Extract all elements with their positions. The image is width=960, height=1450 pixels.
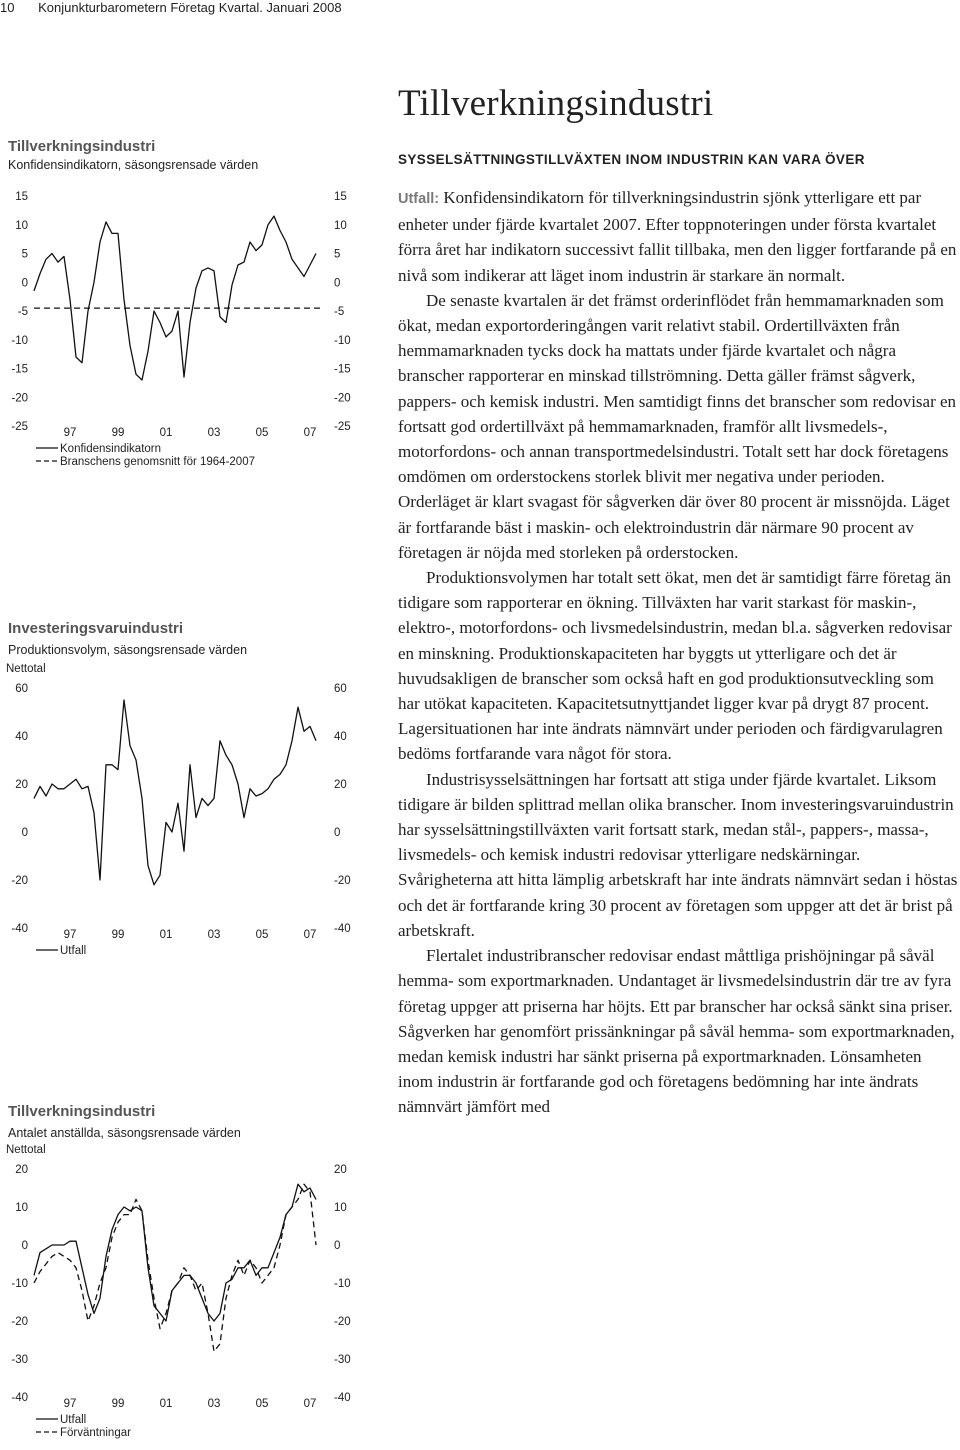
x-tick-label: 97 <box>63 1398 77 1410</box>
chart-subtitle: Produktionsvolym, säsongsrensade värden <box>8 643 248 657</box>
y-tick-label-right: -10 <box>334 334 351 347</box>
article <box>398 82 958 1120</box>
y-tick-label-left: 0 <box>21 277 28 290</box>
y-tick-label-left: 40 <box>15 731 28 743</box>
x-tick-label: 07 <box>303 929 317 941</box>
y-tick-label-right: -20 <box>334 1316 351 1328</box>
y-tick-label-left: -20 <box>11 1316 28 1328</box>
y-tick-label-left: 0 <box>21 827 28 839</box>
y-tick-label-left: 15 <box>15 191 28 203</box>
article-body <box>398 185 958 1120</box>
lead-label: Utfall: <box>398 191 440 207</box>
chart-subtitle: Antalet anställda, säsongsrensade värden <box>8 1126 241 1140</box>
y-tick-label-left: 60 <box>15 683 28 695</box>
x-tick-label: 07 <box>303 427 317 439</box>
y-tick-label-left: -40 <box>11 923 28 935</box>
y-tick-label-left: -30 <box>11 1354 28 1366</box>
y-tick-label-right: 5 <box>334 248 341 261</box>
chart-title: Tillverkningsindustri <box>8 138 156 155</box>
y-tick-label-right: -30 <box>334 1354 351 1366</box>
article-title: Tillverkningsindustri <box>398 83 714 124</box>
legend-label: Utfall <box>60 1414 87 1426</box>
legend-label: Förväntningar <box>60 1427 131 1439</box>
y-tick-label-right: 10 <box>334 1202 347 1214</box>
chart-title: Tillverkningsindustri <box>8 1103 156 1120</box>
y-tick-label-right: -40 <box>334 1392 351 1404</box>
y-tick-label-right: -25 <box>334 421 351 433</box>
y-tick-label-right: -5 <box>334 306 345 318</box>
y-tick-label-left: -20 <box>11 392 28 405</box>
y-unit-label: Nettotal <box>6 663 46 675</box>
article-paragraph: De senaste kvartalen är det främst orderinflödet från hemmamarknaden som ökat, medan exportorderingången varit relativt stabil. Ordertillväxten från hemmamarknaden tycks dock ha mattats under fjärde kvartalet och några branscher rapporterar en minskad tillströmning. Detta gäller främst sågverk, pappers- och kemisk industri. Men samtidigt finns det branscher som redovisar en fortsatt god ordertillväxt på hemmamarknaden, framför allt livsmedels-, motorfordons- och annan transportmedelsindustri. Totalt sett har dock företagens omdömen om orderstockens storlek blivit mer negativa under perioden. Orderläget är klart svagast för sågverken där över 80 procent är missnöjda. Läget är fortfarande bäst i maskin- och elektroindustrin där närmare 90 procent av företagen är nöjda med storleken på orderstocken. <box>398 290 957 562</box>
y-tick-label-left: 0 <box>21 1240 28 1252</box>
paragraph-text: Konfidensindikatorn för tillverkningsindustrin sjönk ytterligare ett par enheter under fjärde kvartalet 2007. Efter toppnoteringen under första kvartalet förra året har indikatorn successivt fallit tillbaka, men den ligger fortfarande på en nivå som indikerar att läget inom industrin är starkare än normalt. <box>398 188 957 285</box>
y-tick-label-left: -10 <box>11 1278 28 1290</box>
y-tick-label-left: -25 <box>11 421 28 433</box>
y-tick-label-left: 20 <box>15 1164 28 1176</box>
x-tick-label: 01 <box>159 1398 173 1410</box>
chart-confidence-indicator <box>0 138 370 478</box>
x-tick-label: 99 <box>111 929 125 941</box>
y-tick-label-right: 10 <box>334 219 347 232</box>
y-tick-label-left: 5 <box>21 248 28 261</box>
x-tick-label: 05 <box>255 929 269 941</box>
y-tick-label-right: -20 <box>334 875 351 887</box>
y-tick-label-left: 10 <box>15 1202 28 1214</box>
x-tick-label: 99 <box>111 1398 125 1410</box>
x-tick-label: 03 <box>207 427 221 439</box>
chart-svg <box>0 1144 370 1448</box>
y-tick-label-right: -20 <box>334 392 351 405</box>
y-tick-label-right: 20 <box>334 1164 347 1176</box>
y-tick-label-right: 40 <box>334 731 347 743</box>
legend-label: Konfidensindikatorn <box>60 443 162 455</box>
x-tick-label: 01 <box>159 929 173 941</box>
y-unit-label: Nettotal <box>6 1144 46 1156</box>
y-tick-label-right: 20 <box>334 779 347 791</box>
legend-label: Utfall <box>60 945 87 957</box>
series-line <box>34 700 316 885</box>
chart-employment <box>0 1103 370 1448</box>
x-tick-label: 97 <box>63 929 77 941</box>
page-number: 10 <box>0 0 15 15</box>
y-tick-label-left: -40 <box>11 1392 28 1404</box>
x-tick-label: 03 <box>207 929 221 941</box>
article-paragraph: Industrisysselsättningen har fortsatt att stiga under fjärde kvartalet. Liksom tidigare är bilden splittrad mellan olika branscher. Inom investeringsvaruindustrin har sysselsättningstillväxten varit fortsatt stark, medan stål-, pappers-, massa-, livsmedels- och kemisk industri redovisar ytterligare nedskärningar. Svårigheterna att hitta lämplig arbetskraft har inte ändrats nämnvärt sedan i höstas och det är fortfarande kring 30 procent av företagen som uppger att det är brist på arbetskraft. <box>398 769 958 940</box>
publication-title: Konjunkturbarometern Företag Kvartal. Januari 2008 <box>38 0 342 15</box>
x-tick-label: 97 <box>63 427 77 439</box>
y-tick-label-right: 0 <box>334 827 341 839</box>
page-header <box>0 0 342 15</box>
chart-title: Investeringsvaruindustri <box>8 620 184 637</box>
article-paragraph: Produktionsvolymen har totalt sett ökat, men det är samtidigt färre företag än tidigare som rapporterar en ökning. Tillväxten har varit starkast för maskin-, elektro-, motorfordons- och livsmedelsindustrin, medan bl.a. sågverken redovisar en minskning. Produktionskapaciteten har byggts ut ytterligare och det är huvudsakligen de branscher som också haft en god produktionsutveckling som har utökat kapaciteten. Kapacitetsutnyttjandet ligger kvar på drygt 87 procent. Lagersituationen har inte ändrats nämnvärt under perioden och färdigvarulagren bedöms fortfarande vara något för stora. <box>398 568 952 764</box>
article-paragraph: Flertalet industribranscher redovisar endast måttliga prishöjningar på såväl hemma- som exportmarknaden. Undantaget är livsmedelsindustrin där tre av fyra företag uppger att priserna har höjts. Ett par branscher har också sänkt sina priser. Sågverken har genomfört prissänkningar på såväl hemma- som exportmarknaden, medan kemisk industri har sänkt priserna på exportmarknaden. Lönsamheten inom industrin är fortfarande god och företagens bedömning har inte ändrats nämnvärt jämfört med <box>398 946 955 1117</box>
series-line <box>34 216 316 380</box>
y-tick-label-right: 15 <box>334 191 347 203</box>
y-tick-label-left: -15 <box>11 363 28 376</box>
y-tick-label-left: -20 <box>11 875 28 887</box>
y-tick-label-right: -40 <box>334 923 351 935</box>
y-tick-label-left: -5 <box>17 306 28 318</box>
x-tick-label: 99 <box>111 427 125 439</box>
series-line <box>34 1184 316 1351</box>
y-tick-label-right: 0 <box>334 277 341 290</box>
x-tick-label: 07 <box>303 1398 317 1410</box>
legend-label: Branschens genomsnitt för 1964-2007 <box>60 456 255 468</box>
y-tick-label-right: -10 <box>334 1278 351 1290</box>
x-tick-label: 05 <box>255 427 269 439</box>
chart-svg <box>0 183 370 483</box>
x-tick-label: 03 <box>207 1398 221 1410</box>
x-tick-label: 05 <box>255 1398 269 1410</box>
series-line <box>34 1184 316 1321</box>
y-tick-label-left: 20 <box>15 779 28 791</box>
chart-investment-goods-production <box>0 620 370 970</box>
y-tick-label-right: 60 <box>334 683 347 695</box>
y-tick-label-left: 10 <box>15 219 28 232</box>
article-paragraph <box>398 185 958 288</box>
y-tick-label-right: -15 <box>334 363 351 376</box>
article-heading: SYSSELSÄTTNINGSTILLVÄXTEN INOM INDUSTRIN KAN VARA ÖVER <box>398 152 865 167</box>
y-tick-label-left: -10 <box>11 334 28 347</box>
y-tick-label-right: 0 <box>334 1240 341 1252</box>
chart-subtitle: Konfidensindikatorn, säsongsrensade värden <box>8 158 259 172</box>
x-tick-label: 01 <box>159 427 173 439</box>
chart-svg <box>0 665 370 985</box>
